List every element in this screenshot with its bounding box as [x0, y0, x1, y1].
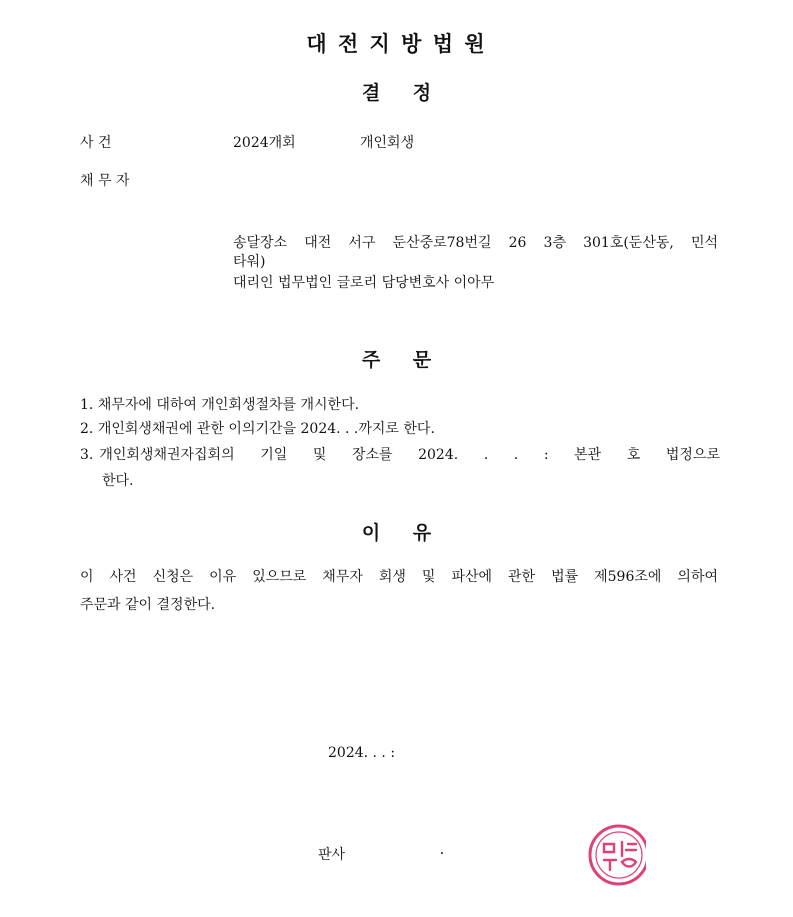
order-item-number: 2.	[80, 421, 94, 437]
judge-label: 판사	[318, 847, 346, 863]
agent-line: 대리인 법무법인 글로리 담당변호사 이아무	[233, 275, 495, 291]
order-item-number: 1.	[80, 397, 94, 413]
order-item-text: 채무자에 대하여 개인회생절차를 개시한다.	[97, 397, 360, 413]
reason-body	[80, 563, 718, 619]
case-number: 2024개회	[233, 135, 296, 151]
case-type: 개인회생	[360, 135, 415, 151]
signature-dot	[441, 852, 443, 854]
delivery-address-line1: 송달장소 대전 서구 둔산중로78번길 26 3층 301호(둔산동, 민석	[233, 235, 718, 251]
seal-stamp-icon	[586, 822, 646, 888]
debtor-label: 채 무 자	[80, 173, 130, 189]
reason-heading: 이 유	[361, 522, 432, 544]
delivery-address-line2: 타워)	[233, 254, 266, 270]
order-item-3-continuation: 한다.	[102, 473, 134, 489]
judge-seal	[586, 822, 646, 888]
order-item-2	[80, 416, 720, 442]
decision-date: 2024. . . :	[328, 745, 396, 761]
order-item-1	[80, 392, 720, 418]
case-label: 사 건	[80, 135, 112, 151]
order-heading: 주 문	[361, 349, 432, 371]
order-item-text: 개인회생채권에 관한 이의기간을 2024. . .까지로 한다.	[97, 421, 435, 437]
order-item-text: 개인회생채권자집회의 기일 및 장소를 2024. . . : 본관 호 법정으로	[99, 447, 720, 463]
court-name: 대 전 지 방 법 원	[306, 32, 487, 56]
order-item-3	[80, 442, 720, 468]
reason-line2: 주문과 같이 결정한다.	[80, 597, 216, 613]
document-type-heading: 결 정	[361, 82, 432, 104]
reason-line1: 이 사건 신청은 이유 있으므로 채무자 회생 및 파산에 관한 법률 제596조에 의하여	[80, 569, 718, 585]
order-item-number: 3.	[80, 447, 94, 463]
delivery-address-block	[233, 231, 718, 296]
